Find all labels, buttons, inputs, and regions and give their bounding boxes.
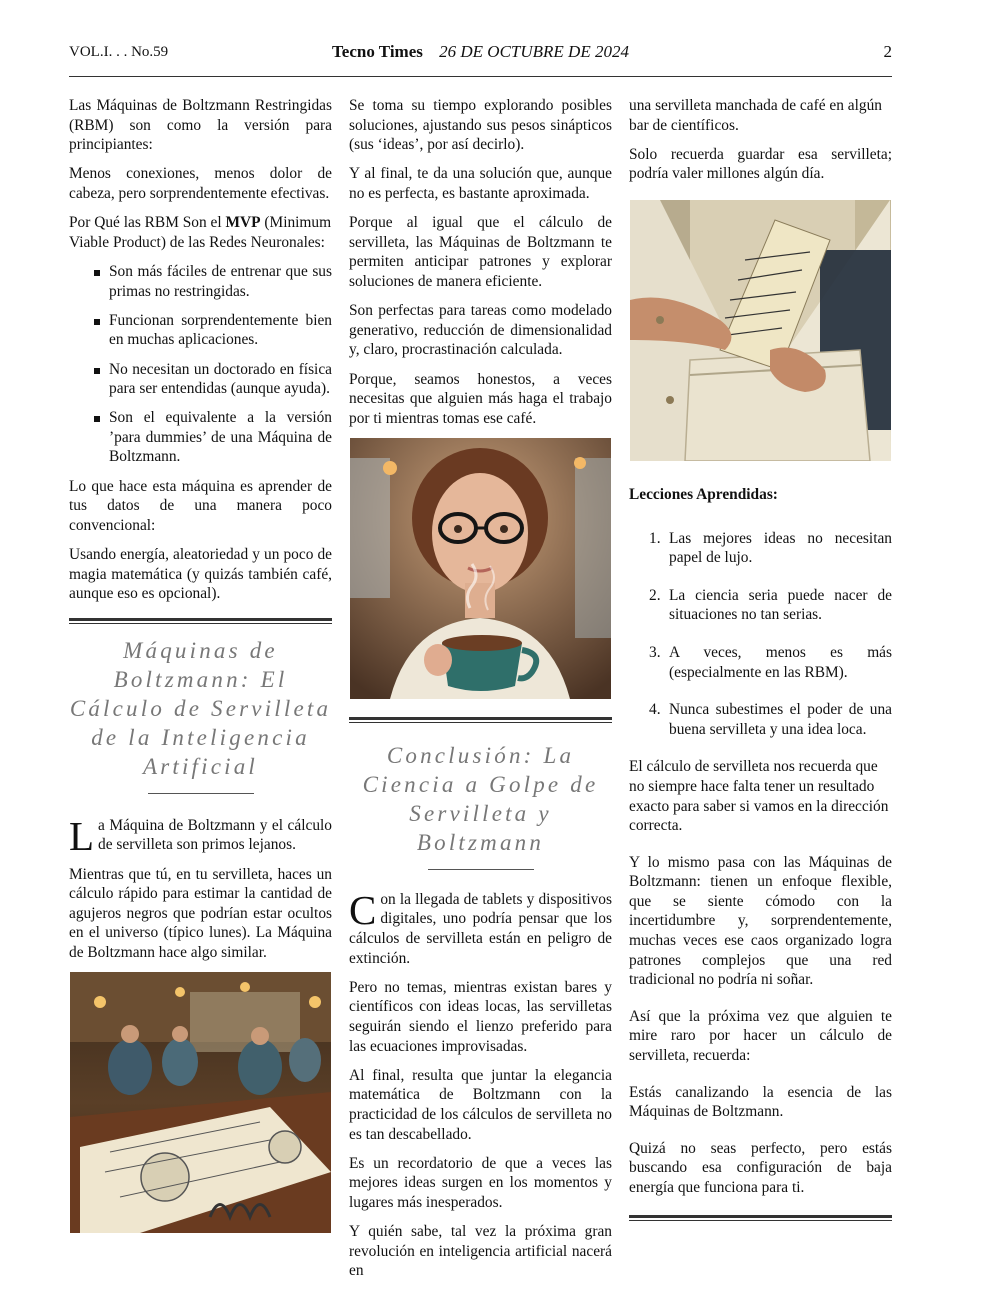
lessons-heading: Lecciones Aprendidas:	[629, 485, 778, 503]
paragraph: Porque al igual que el cálculo de servilleta, las Máquinas de Boltzmann te permiten anticipar patrones y explorar soluciones de manera eficiente.	[349, 214, 612, 290]
paragraph: una servilleta manchada de café en algún bar de científicos.	[629, 97, 882, 134]
paragraph: Al final, resulta que juntar la elegancia matemática de Boltzmann con la practicidad de los cálculos de servilleta no es tan descabellado.	[349, 1066, 612, 1143]
list-item: 1. Las mejores ideas no necesitan papel de lujo.	[649, 529, 892, 567]
cafe-napkin-image	[70, 972, 331, 1233]
coat-napkin-image	[630, 200, 891, 461]
issue-date: 26 DE OCTUBRE DE 2024	[439, 42, 629, 61]
paragraph: Usando energía, aleatoriedad y un poco de magia matemática (y quizás también café, aunque eso es opcional).	[69, 546, 332, 603]
paragraph: Porque, seamos honestos, a veces necesitas que alguien más haga el trabajo por ti mientras tomas ese café.	[349, 370, 612, 427]
drop-cap: C	[349, 886, 377, 933]
double-divider	[629, 1215, 892, 1221]
paragraph: Menos conexiones, menos dolor de cabeza, pero sorprendentemente efectivas.	[69, 165, 332, 202]
paragraph: Así que la próxima vez que alguien te mire raro por hacer un cálculo de servilleta, recuerda:	[629, 1007, 892, 1065]
woman-coffee-image	[350, 438, 611, 699]
paragraph: Pero no temas, mientras existan bares y científicos con ideas locas, las servilletas seguirán siendo el lienzo preferido para las ecuaciones improvisadas.	[349, 978, 612, 1055]
mvp-bold: MVP	[225, 214, 261, 232]
list-item: 3. A veces, menos es más (especialmente en las RBM).	[649, 643, 892, 681]
paragraph: Y al final, te da una solución que, aunque no es perfecta, es bastante aproximada.	[349, 165, 612, 202]
paragraph: El cálculo de servilleta nos recuerda que no siempre hace falta tener un resultado exacto para saber si vamos en la dirección correcta.	[629, 758, 889, 835]
section-title: Máquinas de Boltzmann: El Cálculo de Servilleta de la Inteligencia Artificial	[69, 637, 332, 779]
drop-cap: L	[69, 812, 95, 859]
double-divider	[349, 717, 612, 723]
section-title: Conclusión: La Ciencia a Golpe de Servilleta y Boltzmann	[362, 742, 599, 855]
column-1	[69, 96, 332, 1233]
paragraph: La Máquina de Boltzmann y el cálculo de servilleta son primos lejanos.	[69, 812, 332, 859]
paragraph: Quizá no seas perfecto, pero estás buscando esa configuración de baja energía que funciona para ti.	[629, 1139, 892, 1196]
list-item: No necesitan un doctorado en física para ser entendidas (aunque ayuda).	[109, 360, 332, 398]
column-3	[629, 96, 892, 1221]
paragraph: Solo recuerda guardar esa servilleta; podría valer millones algún día.	[629, 145, 892, 183]
volume-number: VOL.I. . . No.59	[69, 44, 169, 60]
paragraph: Se toma su tiempo explorando posibles soluciones, ajustando sus pesos sinápticos (sus ‘ideas’, por así decirlo).	[349, 97, 612, 154]
newspaper-title: Tecno Times	[332, 42, 423, 61]
paragraph: Y quién sabe, tal vez la próxima gran revolución en inteligencia artificial nacerá en	[349, 1223, 612, 1280]
paragraph: Con la llegada de tablets y dispositivos digitales, uno podría pensar que los cálculos de servilleta están en peligro de extinción.	[349, 886, 612, 967]
paragraph: Lo que hace esta máquina es aprender de tus datos de una manera poco convencional:	[69, 477, 332, 534]
paragraph: Y lo mismo pasa con las Máquinas de Boltzmann: tienen un enfoque flexible, que se siente cómodo con la incertidumbre y, sorprendentemente, muchas veces ese caos organizado logra patrones complejos que una red tradicional no podría ni soñar.	[629, 853, 892, 989]
list-item: Son más fáciles de entrenar que sus primas no restringidas.	[109, 262, 332, 300]
page-header	[69, 38, 892, 77]
title-divider	[148, 793, 254, 794]
list-item: Funcionan sorprendentemente bien en muchas aplicaciones.	[109, 311, 332, 349]
paragraph: Las Máquinas de Boltzmann Restringidas (RBM) son como la versión para principiantes:	[69, 97, 332, 154]
column-2	[349, 96, 612, 1291]
lessons-list	[629, 529, 892, 740]
page-number: 2	[883, 42, 892, 61]
list-item: Son el equivalente a la versión ’para dummies’ de una Máquina de Boltzmann.	[109, 409, 332, 466]
paragraph: Mientras que tú, en tu servilleta, haces un cálculo rápido para estimar la cantidad de agujeros negros que podrían estar ocultos en el universo (típico lunes). La Máquina de Boltzmann hace algo similar.	[69, 865, 332, 961]
masthead	[69, 42, 892, 62]
paragraph: Son perfectas para tareas como modelado generativo, reducción de dimensionalidad y, claro, procrastinación calculada.	[349, 302, 612, 359]
title-divider	[428, 869, 534, 870]
paragraph: Estás canalizando la esencia de las Máquinas de Boltzmann.	[629, 1083, 892, 1121]
rbm-bullet-list	[69, 262, 332, 467]
list-item: 4. Nunca subestimes el poder de una buena servilleta y una idea loca.	[649, 701, 892, 738]
double-divider	[69, 618, 332, 624]
paragraph: Por Qué las RBM Son el MVP (Minimum Viable Product) de las Redes Neuronales:	[69, 214, 332, 251]
paragraph: Es un recordatorio de que a veces las mejores ideas surgen en los momentos y lugares más inesperados.	[349, 1154, 612, 1211]
list-item: 2. La ciencia seria puede nacer de situaciones no tan serias.	[649, 586, 892, 624]
